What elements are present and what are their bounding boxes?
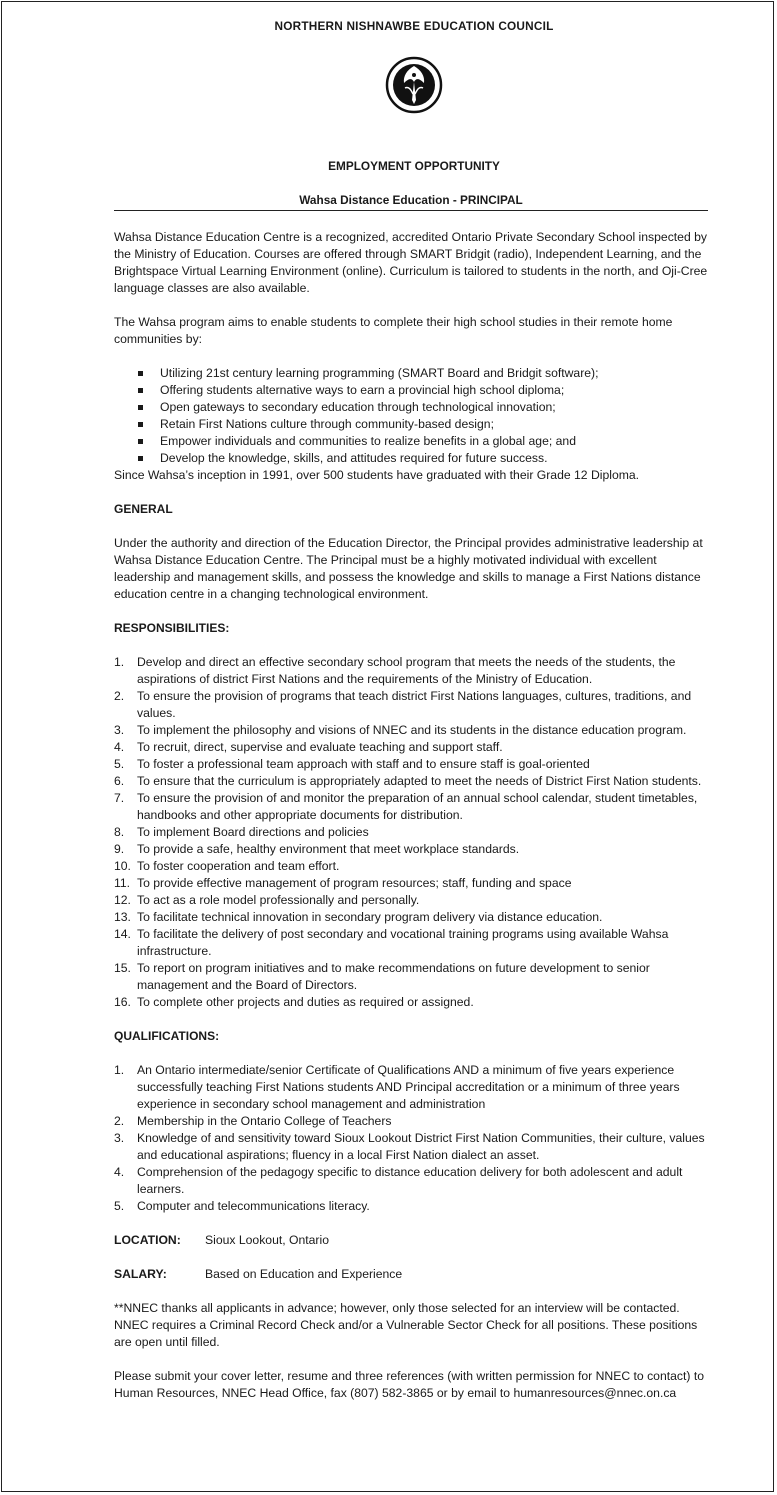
list-item: Open gateways to secondary education through technological innovation; [114, 399, 714, 416]
bullet-icon [138, 439, 143, 444]
list-item: Offering students alternative ways to earn a provincial high school diploma; [114, 382, 714, 399]
list-item: 14. To facilitate the delivery of post secondary and vocational training programs using available Wahsa infrastructure. [114, 927, 669, 958]
program-aims-list [114, 365, 714, 467]
submission-instructions: Please submit your cover letter, resume and three references (with written permission for NNEC to contact) to Human Resources, NNEC Head Office, fax (807) 582-3865 or by email to humanresources@nnec.on.ca [114, 1369, 704, 1400]
intro-paragraph: Wahsa Distance Education Centre is a recognized, accredited Ontario Private Secondary School inspected by the Ministry of Education. Courses are offered through SMART Bridgit (radio), Independent Learning, and the Brightspace Virtual Learning Environment (online). Curriculum is tailored to students in the north, and Oji-Cree language classes are also available. [114, 230, 708, 295]
list-item: 8. To implement Board directions and policies [114, 825, 369, 839]
salary-label: SALARY: [114, 1267, 167, 1281]
responsibilities-list [114, 654, 714, 1011]
location-value: Sioux Lookout, Ontario [205, 1233, 329, 1247]
list-item: 2. To ensure the provision of programs that teach district First Nations languages, cultures, traditions, and values. [114, 689, 692, 720]
list-item: 5. Computer and telecommunications literacy. [114, 1199, 370, 1213]
qualifications-heading: QUALIFICATIONS: [114, 1029, 220, 1043]
qualifications-list [114, 1062, 714, 1215]
list-item: 1. An Ontario intermediate/senior Certificate of Qualifications AND a minimum of five years experience successfully teaching First Nations students AND Principal accreditation or a minimum of three years experience in secondary school management and administration [114, 1063, 680, 1111]
list-item: 15. To report on program initiatives and to make recommendations on future development to senior management and the Board of Directors. [114, 961, 650, 992]
list-item: 3. Knowledge of and sensitivity toward Sioux Lookout District First Nation Communities, their culture, values and educational aspirations; fluency in a local First Nation dialect an asset. [114, 1131, 705, 1162]
list-item: 3. To implement the philosophy and visions of NNEC and its students in the distance education program. [114, 723, 687, 737]
list-item: 12. To act as a role model professionally and personally. [114, 893, 420, 907]
job-title: Wahsa Distance Education - PRINCIPAL [114, 192, 708, 211]
bullet-icon [138, 456, 143, 461]
bullet-icon [138, 371, 143, 376]
document-body [114, 18, 714, 1402]
list-item: Retain First Nations culture through community-based design; [114, 416, 714, 433]
location-row [114, 1232, 714, 1249]
list-item: 6. To ensure that the curriculum is appropriately adapted to meet the needs of District First Nation students. [114, 774, 702, 788]
bullet-icon [138, 405, 143, 410]
applicant-notice: **NNEC thanks all applicants in advance; however, only those selected for an interview will be contacted. NNEC requires a Criminal Record Check and/or a Vulnerable Sector Check for all positions. These positions are open until filled. [114, 1301, 698, 1349]
responsibilities-heading: RESPONSIBILITIES: [114, 621, 230, 635]
list-item: 5. To foster a professional team approach with staff and to ensure staff is goal-oriented [114, 757, 590, 771]
list-item: 10. To foster cooperation and team effort. [114, 859, 340, 873]
list-item: 9. To provide a safe, healthy environment that meet workplace standards. [114, 842, 520, 856]
list-item: 11. To provide effective management of program resources; staff, funding and space [114, 876, 572, 890]
general-paragraph: Under the authority and direction of the Education Director, the Principal provides administrative leadership at Wahsa Distance Education Centre. The Principal must be a highly motivated individual with excellent leadership and management skills, and possess the knowledge and skills to manage a First Nations distance education centre in a changing technological environment. [114, 536, 703, 601]
employment-opportunity-heading: EMPLOYMENT OPPORTUNITY [328, 159, 500, 173]
bullet-icon [138, 388, 143, 393]
salary-value: Based on Education and Experience [205, 1267, 403, 1281]
graduates-paragraph: Since Wahsa’s inception in 1991, over 500 students have graduated with their Grade 12 Diploma. [114, 468, 640, 482]
list-item: 1. Develop and direct an effective secondary school program that meets the needs of the students, the aspirations of district First Nations and the requirements of the Ministry of Education. [114, 655, 676, 686]
nnec-logo-icon [385, 56, 443, 114]
list-item: Empower individuals and communities to realize benefits in a global age; and [114, 433, 714, 450]
list-item: 16. To complete other projects and duties as required or assigned. [114, 995, 474, 1009]
location-label: LOCATION: [114, 1233, 181, 1247]
logo-container [114, 56, 714, 114]
organization-name: NORTHERN NISHNAWBE EDUCATION COUNCIL [274, 19, 554, 33]
list-item: 2. Membership in the Ontario College of Teachers [114, 1114, 392, 1128]
list-item: 4. To recruit, direct, supervise and evaluate teaching and support staff. [114, 740, 503, 754]
salary-row [114, 1266, 714, 1283]
list-item: Utilizing 21st century learning programming (SMART Board and Bridgit software); [114, 365, 714, 382]
list-item: 7. To ensure the provision of and monitor the preparation of an annual school calendar, student timetables, handbooks and other appropriate documents for distribution. [114, 791, 698, 822]
list-item: Develop the knowledge, skills, and attitudes required for future success. [114, 450, 714, 467]
list-item: 13. To facilitate technical innovation in secondary program delivery via distance education. [114, 910, 603, 924]
general-heading: GENERAL [114, 502, 173, 516]
bullet-icon [138, 422, 143, 427]
program-aims-paragraph: The Wahsa program aims to enable students to complete their high school studies in their remote home communities by: [114, 315, 673, 346]
list-item: 4. Comprehension of the pedagogy specific to distance education delivery for both adolescent and adult learners. [114, 1165, 683, 1196]
